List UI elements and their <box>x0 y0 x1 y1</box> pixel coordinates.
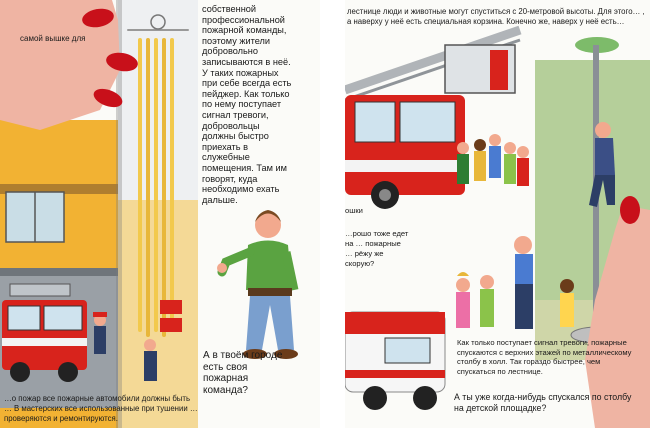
man-pointing-illustration <box>217 210 298 359</box>
small-fire-vehicle <box>345 312 445 410</box>
children-group-top <box>457 134 529 186</box>
right-top-text: лестнице люди и животные могут спуститься с 20-метровой высоты. Для этого… , а наверху у неё есть специальная корзина. Конечно же, наверх у неё есть… <box>347 7 645 26</box>
left-bottom-caption: …о пожар все пожарные автомобили должны быть … В мастерских все использованные при тушении … проверяются и ремонтируются. <box>4 394 198 423</box>
left-book-page <box>0 0 320 428</box>
left-question-text: А в твоём городе есть своя пожарная команда? <box>203 350 283 396</box>
ladder-fire-truck <box>345 30 520 209</box>
right-side-fragment: …рошо тоже едет на … пожарные … рёжу же скорую? <box>345 229 409 268</box>
right-book-page <box>345 0 650 428</box>
left-top-text-fragment: самой вышке для <box>20 34 86 43</box>
right-mid-fragment: ошки <box>345 206 363 215</box>
left-column-paragraph: собственной профессиональной пожарной команды, поэтому жители добровольно записываются в неё. У таких пожарных при себе всегда есть пейджер. Как только по нему поступает сигнал тревоги, добровольцы должны быстро приехать в служебные помещения. Там им говорят, куда необходимо ехать дальше. <box>202 4 292 205</box>
right-question-text: А ты уже когда-нибудь спускался по столбу на детской площадке? <box>454 392 632 413</box>
right-bottom-paragraph: Как только поступает сигнал тревоги, пожарные спускаются с верхних этажей по металлическому столбу в холл. Так гораздо быстрее, чем спускаться по лестнице. <box>457 338 632 376</box>
